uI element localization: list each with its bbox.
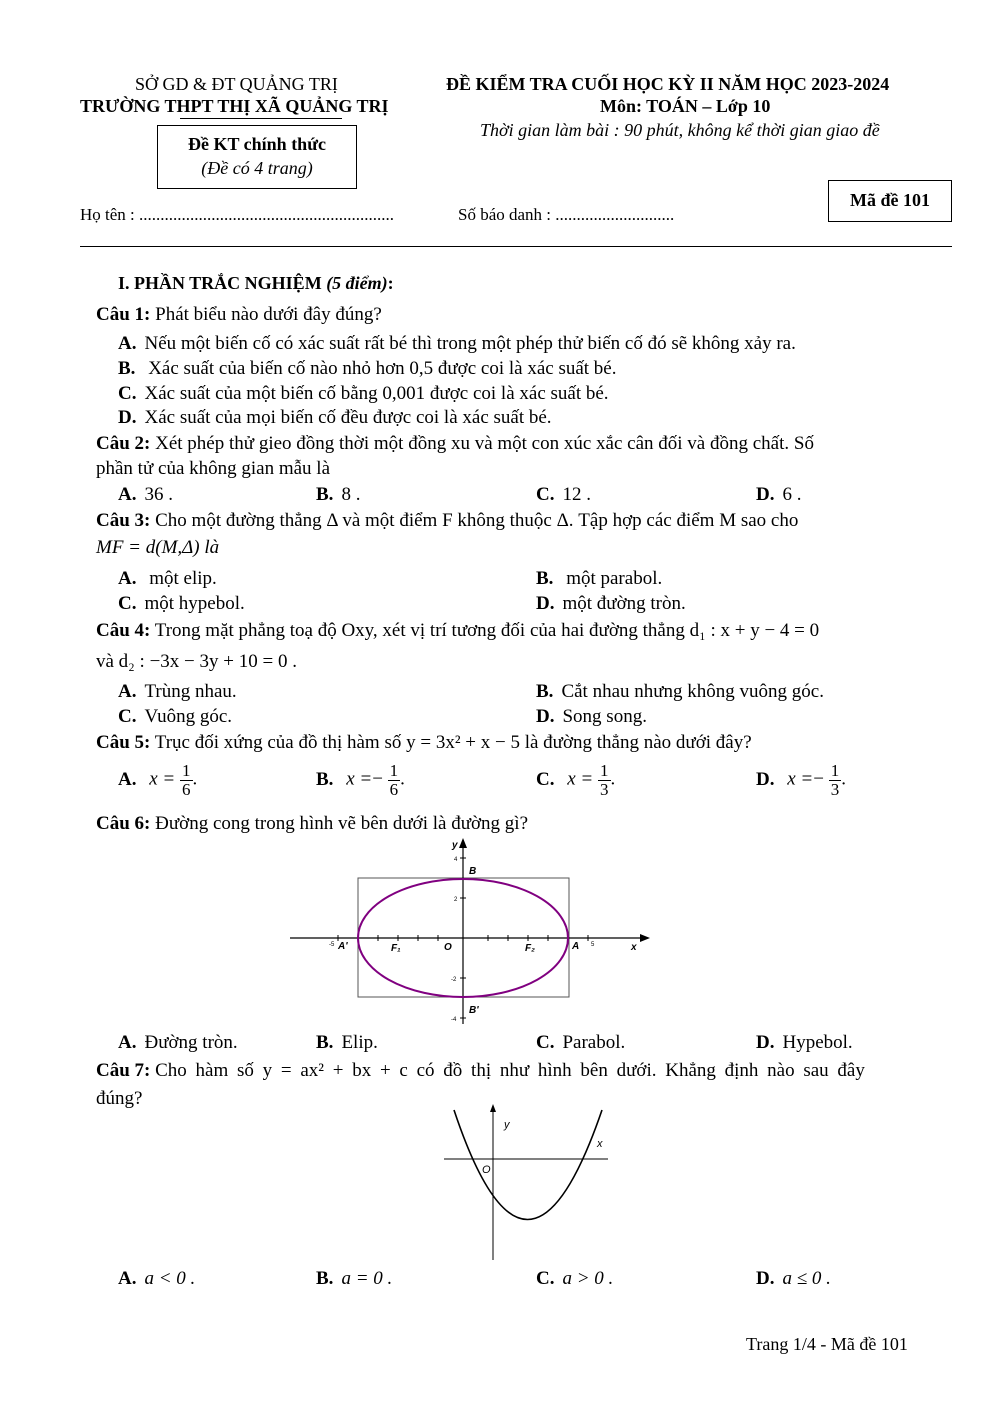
q7-option-d-text: a ≤ 0 .	[782, 1268, 831, 1289]
question-6	[96, 813, 528, 835]
x-axis-arrow-icon	[640, 934, 650, 942]
q5-d-fraction: $\frac{1}{3}$	[830, 761, 840, 799]
q2-text-2: phần tử của không gian mẫu là	[96, 458, 331, 479]
school-underline	[180, 118, 342, 119]
q4-option-d-text: Song song.	[562, 706, 647, 727]
q4-text-1: Trong mặt phẳng toạ độ Oxy, xét vị trí tương đối của hai đường thẳng d₁ : x + y − 4 = 0	[154, 620, 820, 641]
q3-option-b-text: một parabol.	[566, 568, 663, 589]
q1-option-c[interactable]: C. Xác suất của một biến cố bằng 0,001 được coi là xác suất bé.	[118, 383, 609, 404]
q4-option-d[interactable]: D. Song song.	[536, 706, 647, 727]
q5-label: Câu 5:	[96, 732, 151, 753]
q6-option-c-text: Parabol.	[562, 1032, 626, 1053]
q7-option-c-text: a > 0 .	[562, 1268, 614, 1289]
q6-option-a[interactable]: A. Đường tròn.	[118, 1032, 238, 1053]
point-a-prime: A'	[338, 941, 348, 952]
q3-option-a[interactable]: A. một elip.	[118, 568, 217, 589]
q3-text-1: Cho một đường thẳng Δ và một điểm F không thuộc Δ. Tập hợp các điểm M sao cho	[155, 510, 799, 531]
question-2	[96, 433, 814, 455]
q5-option-b[interactable]: B. x =− $\frac{1}{6}$ .	[316, 761, 405, 799]
pages-note: (Đề có 4 trang)	[201, 158, 313, 178]
question-4	[96, 620, 819, 642]
q1-option-a-text: Nếu một biến cố có xác suất rất bé thì trong một phép thử biến cố đó sẽ không xảy ra.	[144, 333, 796, 354]
q3-option-b[interactable]: B. một parabol.	[536, 568, 663, 589]
section-title: I. PHẦN TRẮC NGHIỆM	[118, 273, 322, 293]
tick-label-2: 2	[454, 897, 458, 903]
q3-option-a-text: một elip.	[149, 568, 217, 589]
q5-text: Trục đối xứng của đồ thị hàm số y = 3x² + x − 5 là đường thẳng nào dưới đây?	[154, 732, 752, 753]
candidate-number-field[interactable]: Số báo danh : ............................	[458, 205, 675, 224]
q5-b-fraction: $\frac{1}{6}$	[389, 761, 399, 799]
ellipse-figure	[288, 838, 658, 1028]
point-a: A	[572, 941, 580, 952]
x-axis-label: x	[631, 942, 637, 953]
q2-option-c[interactable]: C. 12 .	[536, 484, 591, 505]
section-points: (5 điểm)	[326, 273, 388, 293]
tick-label-neg2: -2	[451, 977, 457, 983]
q1-option-a[interactable]: A. Nếu một biến cố có xác suất rất bé thì trong một phép thử biến cố đó sẽ không xảy ra.	[118, 333, 796, 354]
y-axis-label: y	[504, 1119, 510, 1131]
q2-option-b[interactable]: B. 8 .	[316, 484, 361, 505]
point-f2: F₂	[525, 943, 535, 954]
q7-option-c[interactable]: C. a > 0 .	[536, 1268, 614, 1289]
page-footer: Trang 1/4 - Mã đề 101	[746, 1334, 908, 1354]
q5-option-a[interactable]: A. x = $\frac{1}{6}$ .	[118, 761, 198, 799]
question-3	[96, 510, 798, 532]
q5-a-var: x =	[149, 768, 176, 790]
q4-option-b[interactable]: B. Cắt nhau nhưng không vuông góc.	[536, 681, 824, 702]
y-axis-arrow-icon	[459, 838, 467, 848]
name-field[interactable]: Họ tên : ............................................................	[80, 205, 395, 224]
q3-option-c[interactable]: C. một hypebol.	[118, 593, 245, 614]
tick-label-neg5: -5	[329, 942, 335, 948]
q5-b-sign: −	[372, 768, 383, 790]
q2-option-d-text: 6 .	[782, 484, 802, 505]
q5-d-sign: −	[813, 768, 824, 790]
point-b-prime: B'	[469, 1005, 479, 1016]
q1-text: Phát biểu nào dưới đây đúng?	[155, 304, 382, 325]
origin-label: O	[482, 1164, 491, 1176]
official-label: Đề KT chính thức	[188, 134, 326, 154]
q7-option-a-text: a < 0 .	[144, 1268, 196, 1289]
q6-option-c[interactable]: C. Parabol.	[536, 1032, 626, 1053]
point-origin: O	[444, 942, 452, 953]
q6-option-d-text: Hypebol.	[782, 1032, 853, 1053]
question-5	[96, 732, 752, 754]
q3-text-2: MF = d(M,Δ) là	[96, 537, 220, 558]
y-axis-arrow-icon	[490, 1104, 496, 1112]
q4-text-2: và d₂ : −3x − 3y + 10 = 0 .	[96, 651, 297, 672]
q2-option-d[interactable]: D. 6 .	[756, 484, 802, 505]
q6-option-b-text: Elip.	[341, 1032, 378, 1053]
q4-option-a-text: Trùng nhau.	[144, 681, 237, 702]
y-axis-label: y	[452, 840, 458, 851]
point-b: B	[469, 866, 477, 877]
x-axis-label: x	[597, 1138, 603, 1150]
tick-label-5: 5	[591, 942, 595, 948]
q2-option-a-text: 36 .	[144, 484, 173, 505]
q4-option-c[interactable]: C. Vuông góc.	[118, 706, 232, 727]
header-divider	[80, 246, 952, 247]
q7-text-1: Cho hàm số y = ax² + bx + c có đồ thị như hình bên dưới. Khẳng định nào sau đây	[155, 1060, 865, 1081]
q5-b-var: x =	[346, 768, 373, 790]
exam-code-box	[828, 180, 952, 222]
school-name: TRƯỜNG THPT THỊ XÃ QUẢNG TRỊ	[80, 96, 389, 116]
exam-code: Mã đề 101	[850, 190, 930, 210]
q7-option-a[interactable]: A. a < 0 .	[118, 1268, 196, 1289]
parabola-curve	[454, 1110, 602, 1220]
q2-text-1: Xét phép thử gieo đồng thời một đồng xu và một con xúc xắc cân đối và đồng chất. Số	[155, 433, 814, 454]
q5-option-d[interactable]: D. x =− $\frac{1}{3}$ .	[756, 761, 846, 799]
exam-subject: Môn: TOÁN – Lớp 10	[600, 96, 771, 116]
q5-c-fraction: $\frac{1}{3}$	[600, 761, 609, 799]
question-7	[96, 1060, 930, 1082]
q6-option-a-text: Đường tròn.	[144, 1032, 238, 1053]
q4-label: Câu 4:	[96, 620, 151, 641]
section-heading	[118, 273, 394, 294]
q1-option-b[interactable]: B. Xác suất của biến cố nào nhỏ hơn 0,5 được coi là xác suất bé.	[118, 358, 617, 379]
q3-option-d-text: một đường tròn.	[562, 593, 686, 614]
tick-label-neg4: -4	[451, 1017, 457, 1023]
q1-option-d-text: Xác suất của mọi biến cố đều được coi là xác suất bé.	[144, 407, 552, 428]
q5-a-fraction: $\frac{1}{6}$	[182, 761, 191, 799]
q6-label: Câu 6:	[96, 813, 151, 834]
q7-option-b[interactable]: B. a = 0 .	[316, 1268, 393, 1289]
q1-option-b-text: Xác suất của biến cố nào nhỏ hơn 0,5 được coi là xác suất bé.	[148, 358, 617, 379]
q6-text: Đường cong trong hình vẽ bên dưới là đường gì?	[155, 813, 529, 834]
q3-option-c-text: một hypebol.	[144, 593, 245, 614]
department-name: SỞ GD & ĐT QUẢNG TRỊ	[135, 74, 338, 94]
question-1	[96, 304, 382, 326]
q7-option-b-text: a = 0 .	[341, 1268, 393, 1289]
q1-option-d[interactable]: D. Xác suất của mọi biến cố đều được coi là xác suất bé.	[118, 407, 552, 428]
q7-label: Câu 7:	[96, 1060, 151, 1081]
q2-option-c-text: 12 .	[562, 484, 591, 505]
q2-option-b-text: 8 .	[341, 484, 361, 505]
q7-text-2: đúng?	[96, 1088, 143, 1109]
q5-c-var: x =	[567, 768, 594, 790]
official-box	[157, 125, 357, 189]
q6-option-b[interactable]: B. Elip.	[316, 1032, 378, 1053]
tick-label-4: 4	[454, 857, 458, 863]
q1-option-c-text: Xác suất của một biến cố bằng 0,001 được coi là xác suất bé.	[144, 383, 609, 404]
point-f1: F₁	[391, 943, 401, 954]
exam-title: ĐỀ KIỂM TRA CUỐI HỌC KỲ II NĂM HỌC 2023-2024	[446, 74, 890, 94]
q4-option-a[interactable]: A. Trùng nhau.	[118, 681, 237, 702]
q4-option-c-text: Vuông góc.	[144, 706, 232, 727]
q6-option-d[interactable]: D. Hypebol.	[756, 1032, 853, 1053]
q2-option-a[interactable]: A. 36 .	[118, 484, 173, 505]
q7-option-d[interactable]: D. a ≤ 0 .	[756, 1268, 831, 1289]
q5-d-var: x =	[787, 768, 814, 790]
time-note: Thời gian làm bài : 90 phút, không kể thời gian giao đề	[480, 120, 880, 140]
q3-label: Câu 3:	[96, 510, 151, 531]
q2-label: Câu 2:	[96, 433, 151, 454]
q4-option-b-text: Cắt nhau nhưng không vuông góc.	[561, 681, 824, 702]
section-colon: :	[387, 273, 394, 293]
q5-option-c[interactable]: C. x = $\frac{1}{3}$ .	[536, 761, 616, 799]
q3-option-d[interactable]: D. một đường tròn.	[536, 593, 686, 614]
parabola-figure	[432, 1104, 612, 1264]
q1-label: Câu 1:	[96, 304, 151, 325]
